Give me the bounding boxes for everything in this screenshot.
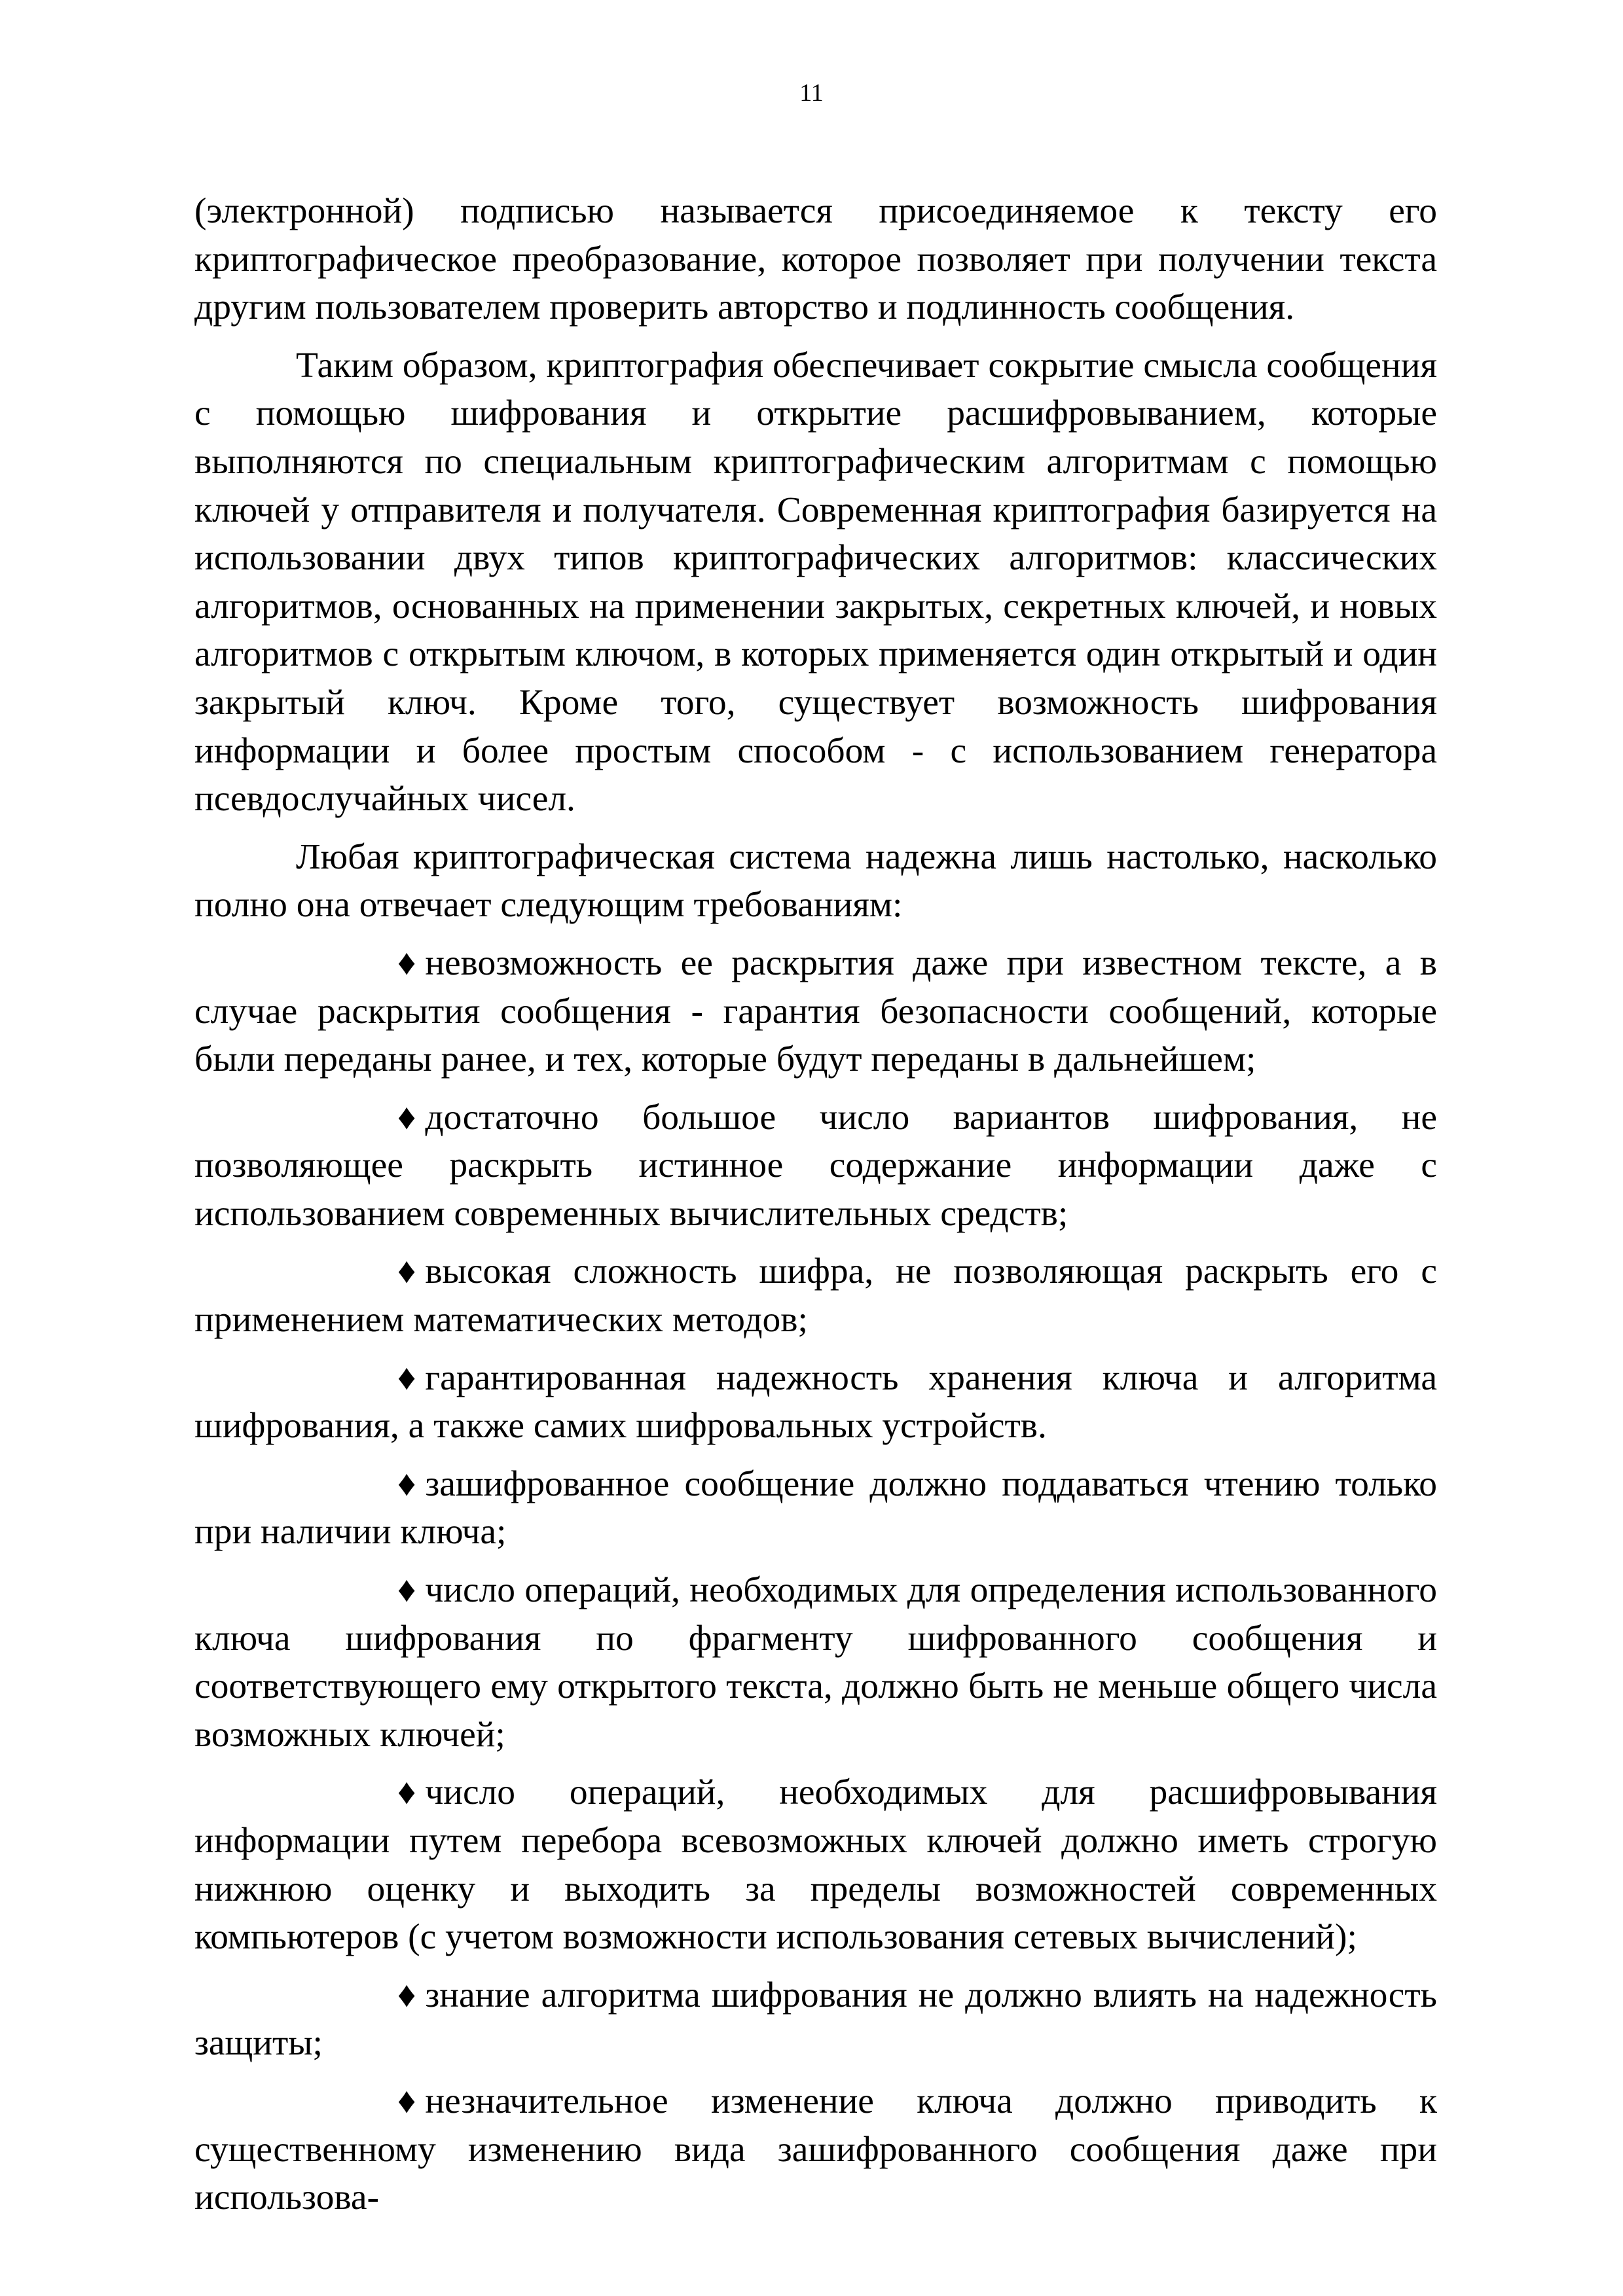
- page-number: 11: [799, 79, 824, 107]
- requirement-item: [194, 939, 1437, 1084]
- requirement-item: [194, 1354, 1437, 1450]
- requirement-text: высокая сложность шифра, не позволяющая раскрыть его с применением математических методов;: [194, 1251, 1437, 1340]
- requirement-item: [194, 1971, 1437, 2068]
- diamond-bullet-icon: ♦: [397, 1357, 416, 1398]
- requirement-text: зашифрованное сообщение должно поддаваться чтению только при наличии ключа;: [194, 1463, 1437, 1552]
- diamond-bullet-icon: ♦: [397, 2081, 416, 2121]
- document-body: [194, 187, 1437, 2232]
- diamond-bullet-icon: ♦: [397, 942, 416, 983]
- paragraph-signature-definition: (электронной) подписью называется присоединяемое к тексту его криптографическое преобразование, которое позволяет при получении текста другим пользователем проверить авторство и подлинность сообщения.: [194, 191, 1437, 328]
- requirement-item: [194, 1460, 1437, 1556]
- diamond-bullet-icon: ♦: [397, 1463, 416, 1504]
- requirement-text: число операций, необходимых для расшифровывания информации путем перебора всевозможных ключей должно иметь строгую нижнюю оценку и выходить за пределы возможностей современных компьютеров (с учетом возможности использования сетевых вычислений);: [194, 1772, 1437, 1958]
- requirement-item: [194, 1247, 1437, 1344]
- requirement-text: число операций, необходимых для определения использованного ключа шифрования по фрагменту шифрованного сообщения и соответствующего ему открытого текста, должно быть не меньше общего числа возможных ключей;: [194, 1570, 1437, 1755]
- diamond-bullet-icon: ♦: [397, 1251, 416, 1292]
- requirement-text: незначительное изменение ключа должно приводить к существенному изменению вида зашифрованного сообщения даже при использова-: [194, 2081, 1437, 2218]
- requirement-item: [194, 1768, 1437, 1961]
- diamond-bullet-icon: ♦: [397, 1097, 416, 1138]
- requirement-text: знание алгоритма шифрования не должно влиять на надежность защиты;: [194, 1975, 1437, 2064]
- paragraph-requirements-intro: Любая криптографическая система надежна лишь настолько, насколько полно она отвечает следующим требованиям:: [194, 836, 1437, 925]
- requirement-item: [194, 1094, 1437, 1238]
- diamond-bullet-icon: ♦: [397, 1975, 416, 2015]
- diamond-bullet-icon: ♦: [397, 1772, 416, 1813]
- diamond-bullet-icon: ♦: [397, 1570, 416, 1611]
- requirement-text: достаточно большое число вариантов шифрования, не позволяющее раскрыть истинное содержание информации даже с использованием современных вычислительных средств;: [194, 1097, 1437, 1234]
- requirement-item: [194, 1566, 1437, 1759]
- requirement-item: [194, 2077, 1437, 2222]
- requirement-text: невозможность ее раскрытия даже при известном тексте, а в случае раскрытия сообщения - гарантия безопасности сообщений, которые были переданы ранее, и тех, которые будут переданы в дальнейшем;: [194, 942, 1437, 1080]
- requirement-text: гарантированная надежность хранения ключа и алгоритма шифрования, а также самих шифровальных устройств.: [194, 1357, 1437, 1446]
- paragraph-cryptography-summary: Таким образом, криптография обеспечивает сокрытие смысла сообщения с помощью шифрования и открытие расшифровыванием, которые выполняются по специальным криптографическим алгоритмам с помощью ключей у отправителя и получателя. Современная криптография базируется на использовании двух типов криптографических алгоритмов: классических алгоритмов, основанных на применении закрытых, секретных ключей, и новых алгоритмов с открытым ключом, в которых применяется один открытый и один закрытый ключ. Кроме того, существует возможность шифрования информации и более простым способом - с использованием генератора псевдослучайных чисел.: [194, 345, 1437, 819]
